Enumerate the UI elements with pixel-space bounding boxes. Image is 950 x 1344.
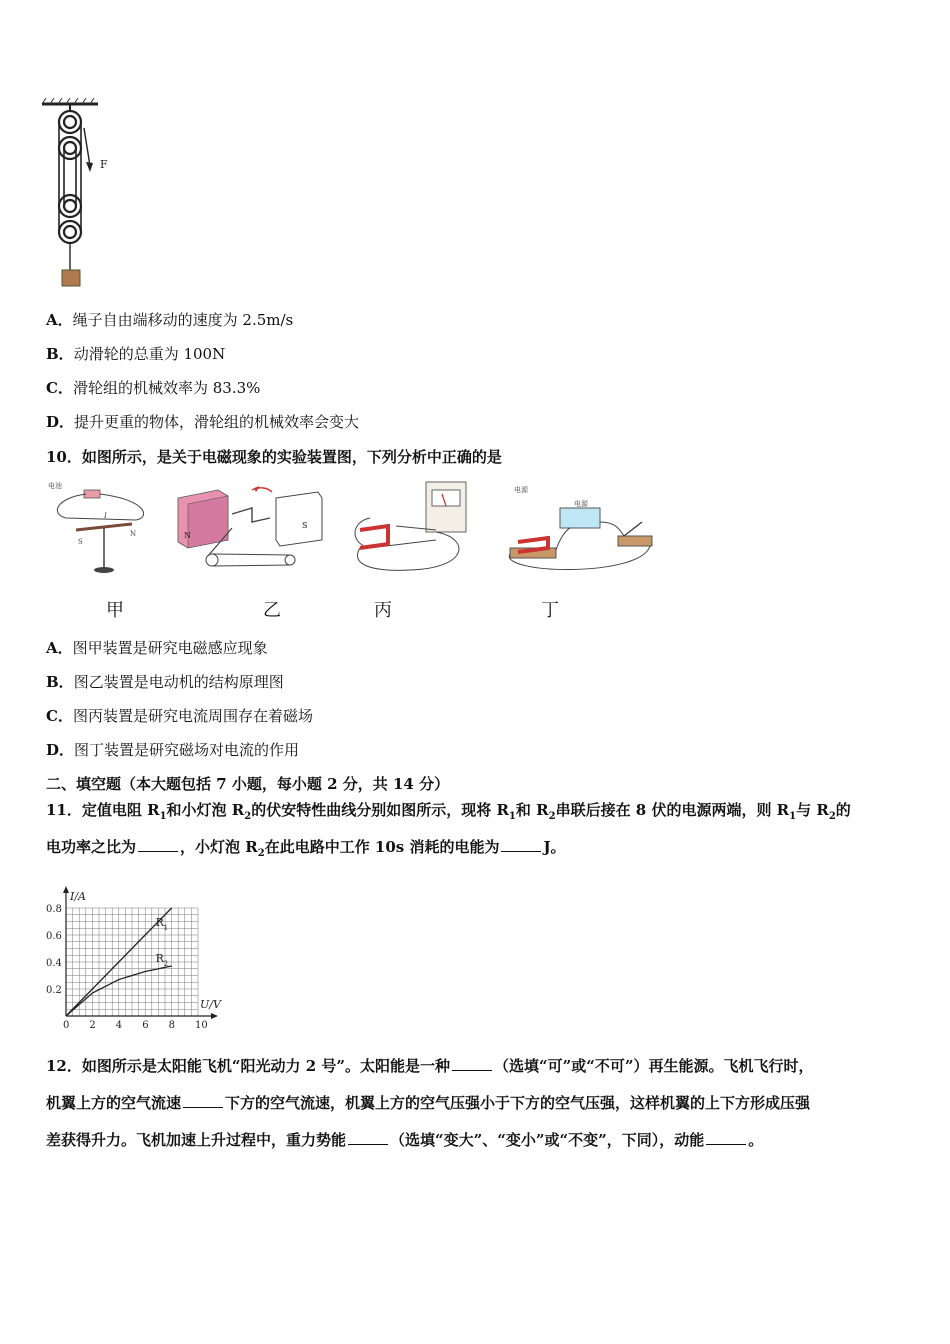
figure-ding (490, 478, 665, 578)
caption-jia: 甲 (106, 600, 124, 621)
q12-blank-4[interactable] (706, 1130, 746, 1145)
force-label: F (100, 158, 108, 171)
caption-yi: 乙 (263, 600, 281, 621)
q9-option-c: C．滑轮组的机械效率为 83.3% (46, 379, 261, 397)
caption-ding: 丁 (541, 600, 559, 621)
x-axis-label: U/V (200, 998, 221, 1011)
svg-text:电源: 电源 (574, 500, 588, 508)
x-tick-label: 2 (89, 1020, 96, 1030)
svg-text:电池: 电池 (48, 482, 62, 490)
figure-bing (340, 478, 480, 578)
y-axis-arrow (63, 886, 69, 893)
x-axis-arrow (211, 1013, 218, 1019)
x-tick-label: 10 (195, 1020, 208, 1030)
y-tick-label: 0.6 (46, 931, 62, 942)
figure-jia (46, 478, 156, 578)
q12-blank-2[interactable] (183, 1093, 223, 1108)
q11-line-2: 电功率之比为 ，小灯泡 $R_2$在此电路中工作 10s 消耗的电能为 J。 (46, 838, 566, 859)
q10-option-b: B．图乙装置是电动机的结构原理图 (46, 673, 284, 691)
x-tick-label: 0 (63, 1020, 70, 1030)
q12-line-1: 12．如图所示是太阳能飞机“阳光动力 2 号”。太阳能是一种 （选填“可”或“不可”）再生能源。飞机飞行时， (46, 1057, 814, 1075)
q10-option-c: C．图丙装置是研究电流周围存在着磁场 (46, 707, 313, 725)
svg-text:S: S (78, 538, 83, 546)
q12-line-3: 差获得升力。飞机加速上升过程中，重力势能 （选填“变大”、“变小”或“不变”，下同），动能 。 (46, 1131, 764, 1149)
q11-line-1: 11．定值电阻 $R_1$和小灯泡 $R_2$的伏安特性曲线分别如图所示，现将 $R_1$和 $R_2$串联后接在 8 伏的电源两端，则 $R_1$与 $R_2$的 (46, 801, 851, 822)
series-r1-label-sub: 1 (163, 924, 169, 932)
section-2-heading: 二、填空题（本大题包括 7 小题，每小题 2 分，共 14 分） (46, 775, 450, 793)
svg-text:电源: 电源 (514, 486, 528, 494)
series-r2-label-sub: 2 (163, 960, 169, 969)
q10-stem: 10．如图所示，是关于电磁现象的实验装置图，下列分析中正确的是 (46, 448, 502, 466)
q11-blank-1[interactable] (138, 837, 178, 852)
q9-option-a: A．绳子自由端移动的速度为 2.5m/s (46, 311, 294, 329)
q12-blank-1[interactable] (452, 1056, 492, 1071)
svg-text:S: S (302, 521, 308, 530)
x-tick-label: 6 (142, 1020, 149, 1030)
y-tick-label: 0.8 (46, 904, 62, 915)
series-r2-label: R (155, 952, 164, 966)
y-tick-label: 0.4 (46, 958, 62, 969)
svg-text:N: N (130, 530, 137, 538)
q10-option-d: D．图丁装置是研究磁场对电流的作用 (46, 741, 300, 759)
y-tick-label: 0.2 (46, 985, 62, 996)
iu-chart (40, 868, 240, 1030)
q12-blank-3[interactable] (348, 1130, 388, 1145)
x-tick-label: 8 (168, 1020, 175, 1030)
figure-yi (172, 478, 332, 578)
caption-bing: 丙 (374, 600, 392, 621)
q12-line-2: 机翼上方的空气流速 下方的空气流速，机翼上方的空气压强小于下方的空气压强，这样机翼的上下方形成压强 (46, 1094, 811, 1112)
svg-text:I: I (104, 512, 107, 520)
q10-option-a: A．图甲装置是研究电磁感应现象 (46, 639, 268, 657)
x-tick-label: 4 (115, 1020, 123, 1030)
pulley-figure (40, 98, 120, 290)
q9-option-b: B．动滑轮的总重为 100N (46, 345, 226, 363)
q11-blank-2[interactable] (501, 837, 541, 852)
series-r1-label: R (155, 916, 164, 929)
y-axis-label: I/A (70, 890, 86, 903)
q9-option-d: D．提升更重的物体，滑轮组的机械效率会变大 (46, 413, 360, 431)
svg-text:N: N (184, 531, 191, 540)
